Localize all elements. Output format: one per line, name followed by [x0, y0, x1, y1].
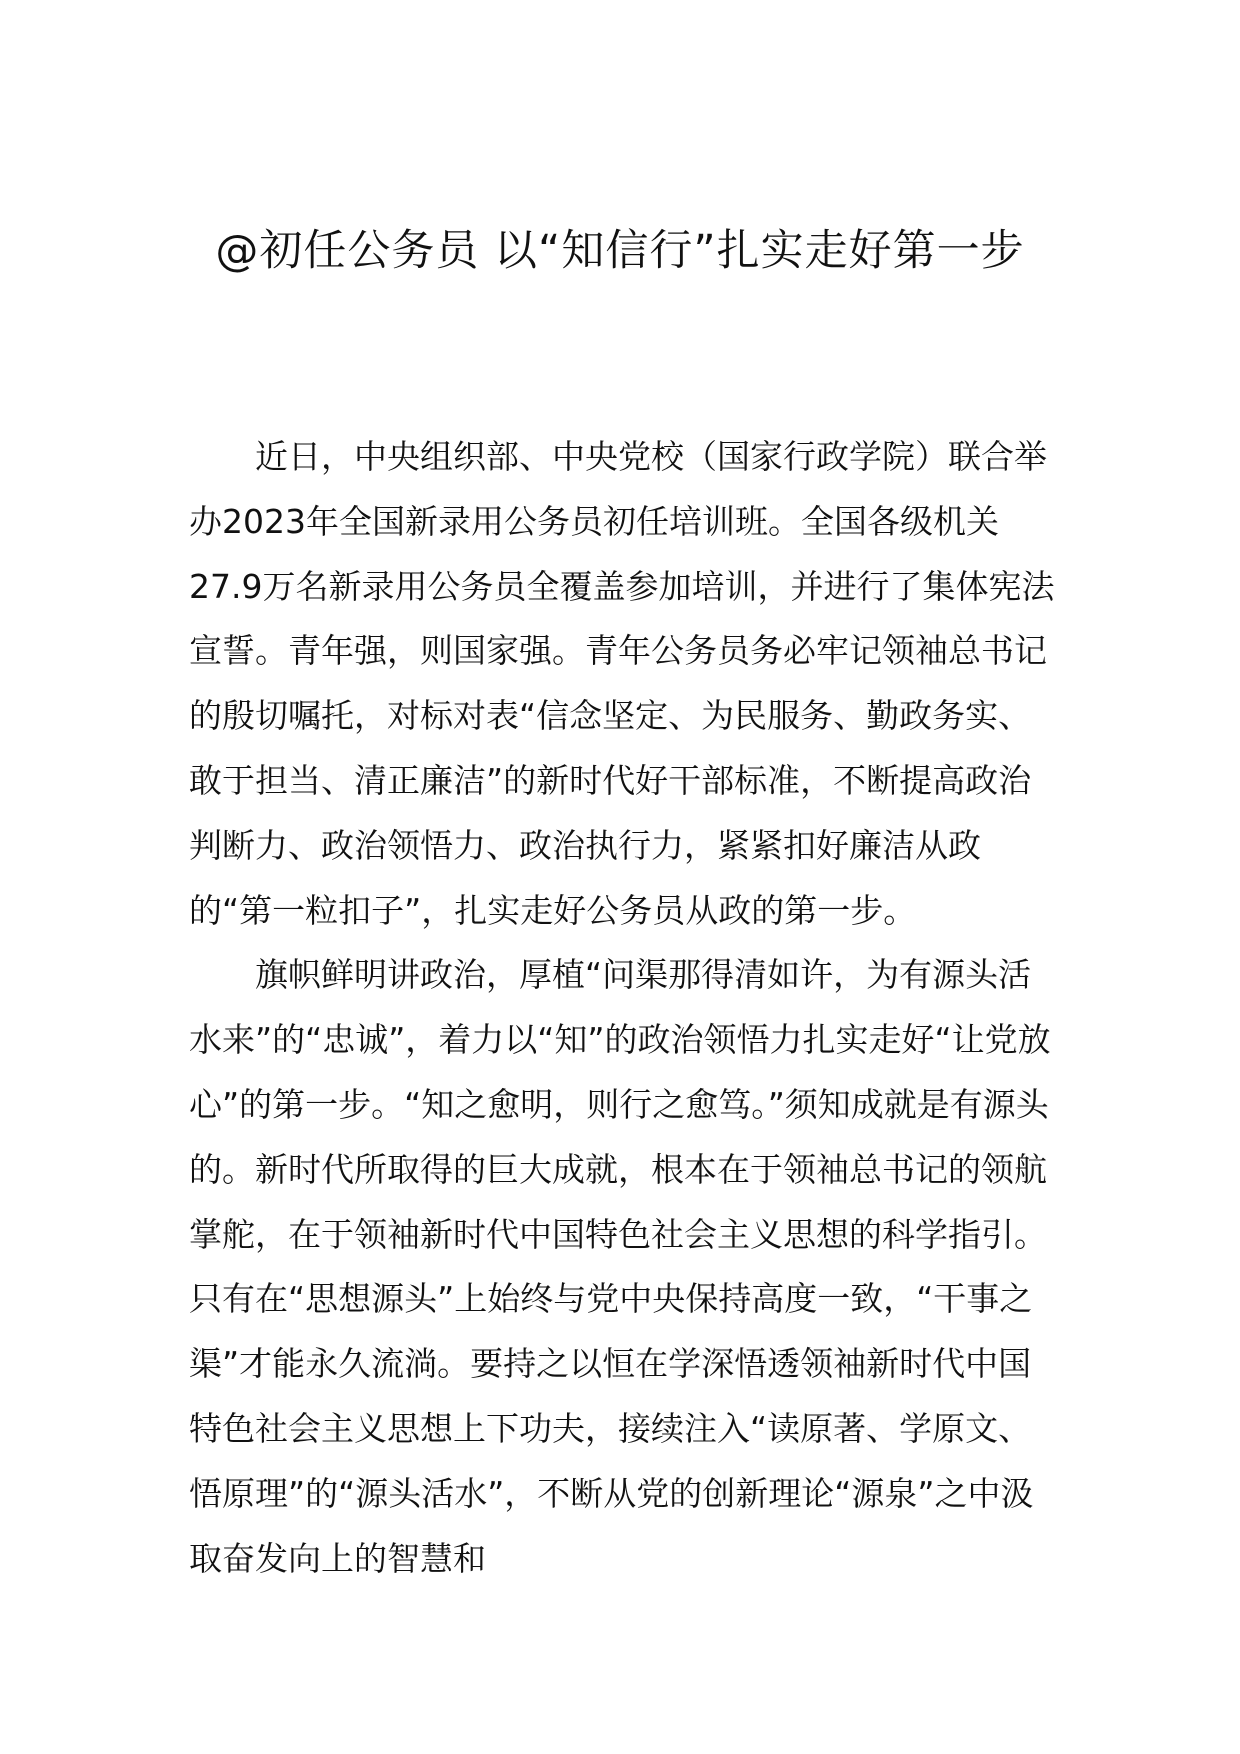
- paragraph: 旗帜鲜明讲政治，厚植“问渠那得清如许，为有源头活水来”的“忠诚”，着力以“知”的政治领悟力扎实走好“让党放心”的第一步。“知之愈明，则行之愈笃。”须知成就是有源头的。新时代所取得的巨大成就，根本在于领袖总书记的领航掌舵，在于领袖新时代中国特色社会主义思想的科学指引。只有在“思想源头”上始终与党中央保持高度一致，“干事之渠”才能永久流淌。要持之以恒在学深悟透领袖新时代中国特色社会主义思想上下功夫，接续注入“读原著、学原文、悟原理”的“源头活水”，不断从党的创新理论“源泉”之中汲取奋发向上的智慧和: [189, 955, 1051, 1578]
- document-body: [189, 425, 1059, 1591]
- document-title: @初任公务员 以“知信行”扎实走好第一步: [215, 226, 1025, 276]
- paragraph: 近日，中央组织部、中央党校（国家行政学院）联合举办2023年全国新录用公务员初任培训班。全国各级机关27.9万名新录用公务员全覆盖参加培训，并进行了集体宪法宣誓。青年强，则国家强。青年公务员务必牢记领袖总书记的殷切嘱托，对标对表“信念坚定、为民服务、勤政务实、敢于担当、清正廉洁”的新时代好干部标准，不断提高政治判断力、政治领悟力、政治执行力，紧紧扣好廉洁从政的“第一粒扣子”，扎实走好公务员从政的第一步。: [189, 437, 1055, 930]
